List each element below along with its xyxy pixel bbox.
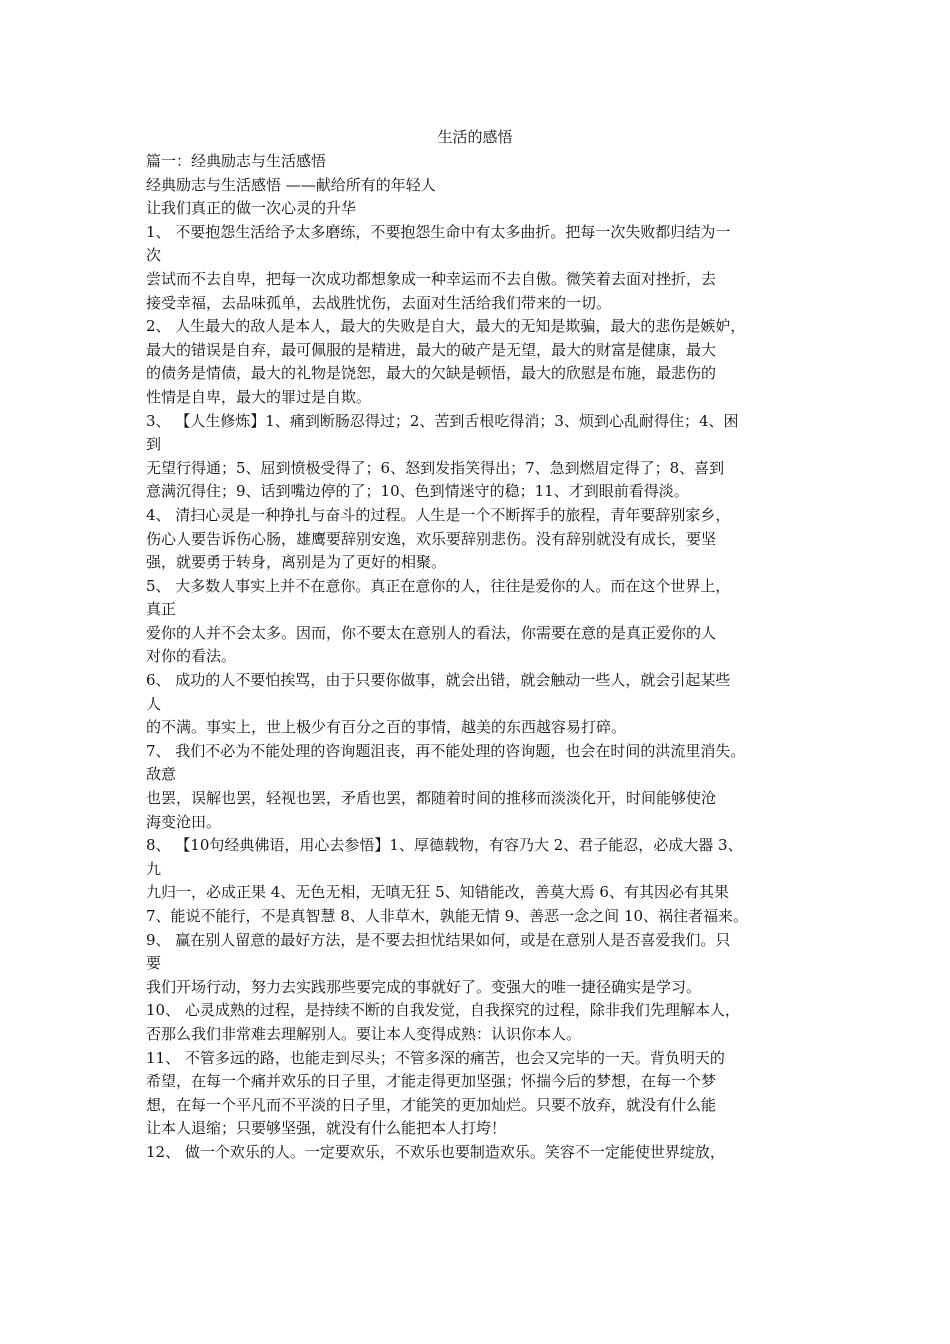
text-line: 接受幸福，去品味孤单，去战胜忧伤，去面对生活给我们带来的一切。 [146, 293, 612, 312]
text-line: 让我们真正的做一次心灵的升华 [146, 199, 357, 218]
text-line: 让本人退缩；只要够坚强，就没有什么能把本人打垮！ [146, 1119, 507, 1138]
text-line: 希望，在每一个痛并欢乐的日子里，才能走得更加坚强；怀揣今后的梦想，在每一个梦 [146, 1072, 717, 1091]
document-title: 生活的感悟 [437, 128, 513, 146]
text-line: 真正 [146, 600, 177, 619]
text-line: 1、 不要抱怨生活给予太多磨练，不要抱怨生命中有太多曲折。把每一次失败都归结为一 [146, 222, 731, 241]
text-line: 伤心人要告诉伤心肠，雄鹰要辞别安逸，欢乐要辞别悲伤。没有辞别就没有成长，要坚 [146, 529, 717, 548]
text-line: 3、 【人生修炼】1、痛到断肠忍得过；2、苦到舌根吃得消；3、烦到心乱耐得住；4、困 [146, 411, 739, 430]
text-line: 九 [146, 859, 162, 878]
text-line: 经典励志与生活感悟 ——献给所有的年轻人 [146, 175, 436, 194]
text-line: 想，在每一个平凡而不平淡的日子里，才能笑的更加灿烂。只要不放弃，就没有什么能 [146, 1095, 717, 1114]
text-line: 最大的错误是自弃，最可佩服的是精进，最大的破产是无望，最大的财富是健康，最大 [146, 340, 717, 359]
text-line: 9、 赢在别人留意的最好方法，是不要去担忧结果如何，或是在意别人是否喜爱我们。只 [146, 930, 731, 949]
text-line: 人 [146, 694, 162, 713]
text-line: 的不满。事实上，世上极少有百分之百的事情，越美的东西越容易打碎。 [146, 718, 627, 737]
text-line: 对你的看法。 [146, 647, 237, 666]
text-line: 6、 成功的人不要怕挨骂，由于只要你做事，就会出错，就会触动一些人，就会引起某些 [146, 671, 731, 690]
text-line: 8、 【10句经典佛语，用心去参悟】1、厚德载物，有容乃大 2、君子能忍，必成大器 3、 [146, 836, 743, 855]
text-line: 否那么我们非常难去理解别人。要让本人变得成熟：认识你本人。 [146, 1024, 582, 1043]
text-line: 性情是自卑，最大的罪过是自欺。 [146, 387, 372, 406]
text-line: 强，就要勇于转身，离别是为了更好的相聚。 [146, 553, 447, 572]
text-line: 篇一：经典励志与生活感悟 [146, 152, 327, 170]
text-line: 我们开场行动，努力去实践那些要完成的事就好了。变强大的唯一捷径确实是学习。 [146, 977, 702, 996]
text-line: 爱你的人并不会太多。因而，你不要太在意别人的看法，你需要在意的是真正爱你的人 [146, 623, 717, 642]
text-line: 5、 大多数人事实上并不在意你。真正在意你的人，往往是爱你的人。而在这个世界上， [146, 576, 731, 595]
text-line: 11、 不管多远的路，也能走到尽头；不管多深的痛苦，也会又完毕的一天。背负明天的 [146, 1048, 725, 1067]
text-line: 尝试而不去自卑，把每一次成功都想象成一种幸运而不去自傲。微笑着去面对挫折，去 [146, 269, 717, 288]
text-line: 4、 清扫心灵是一种挣扎与奋斗的过程。人生是一个不断挥手的旅程，青年要辞别家乡， [146, 505, 731, 524]
text-line: 的债务是情债，最大的礼物是饶恕，最大的欠缺是顿悟，最大的欣慰是布施，最悲伤的 [146, 364, 717, 383]
text-line: 海变沧田。 [146, 812, 222, 831]
text-line: 到 [146, 435, 162, 454]
text-line: 次 [146, 246, 162, 265]
text-line: 2、 人生最大的敌人是本人，最大的失败是自大，最大的无知是欺骗，最大的悲伤是嫉妒， [146, 317, 746, 336]
text-line: 7、 我们不必为不能处理的咨询题沮丧，再不能处理的咨询题，也会在时间的洪流里消失。 [146, 741, 746, 760]
text-line: 10、 心灵成熟的过程，是持续不断的自我发觉，自我探究的过程，除非我们先理解本人， [146, 1001, 740, 1020]
text-line: 意满沉得住；9、话到嘴边停的了；10、色到情迷守的稳；11、才到眼前看得淡。 [146, 482, 689, 501]
text-line: 也罢，误解也罢，轻视也罢，矛盾也罢，都随着时间的推移而淡淡化开，时间能够使沧 [146, 789, 717, 808]
text-line: 7、能说不能行，不是真智慧 8、人非草木，孰能无情 9、善恶一念之间 10、祸往者福来。 [146, 907, 749, 925]
text-line: 12、 做一个欢乐的人。一定要欢乐，不欢乐也要制造欢乐。笑容不一定能使世界绽放， [146, 1142, 725, 1161]
text-line: 无望行得通；5、屈到愤极受得了；6、怒到发指笑得出；7、急到燃眉定得了；8、喜到 [146, 458, 725, 477]
text-line: 九归一，必成正果 4、无色无相，无嗔无狂 5、知错能改，善莫大焉 6、有其因必有其果 [146, 883, 729, 902]
text-line: 要 [146, 954, 162, 973]
document-body [146, 150, 826, 1165]
text-line: 敌意 [146, 765, 177, 784]
